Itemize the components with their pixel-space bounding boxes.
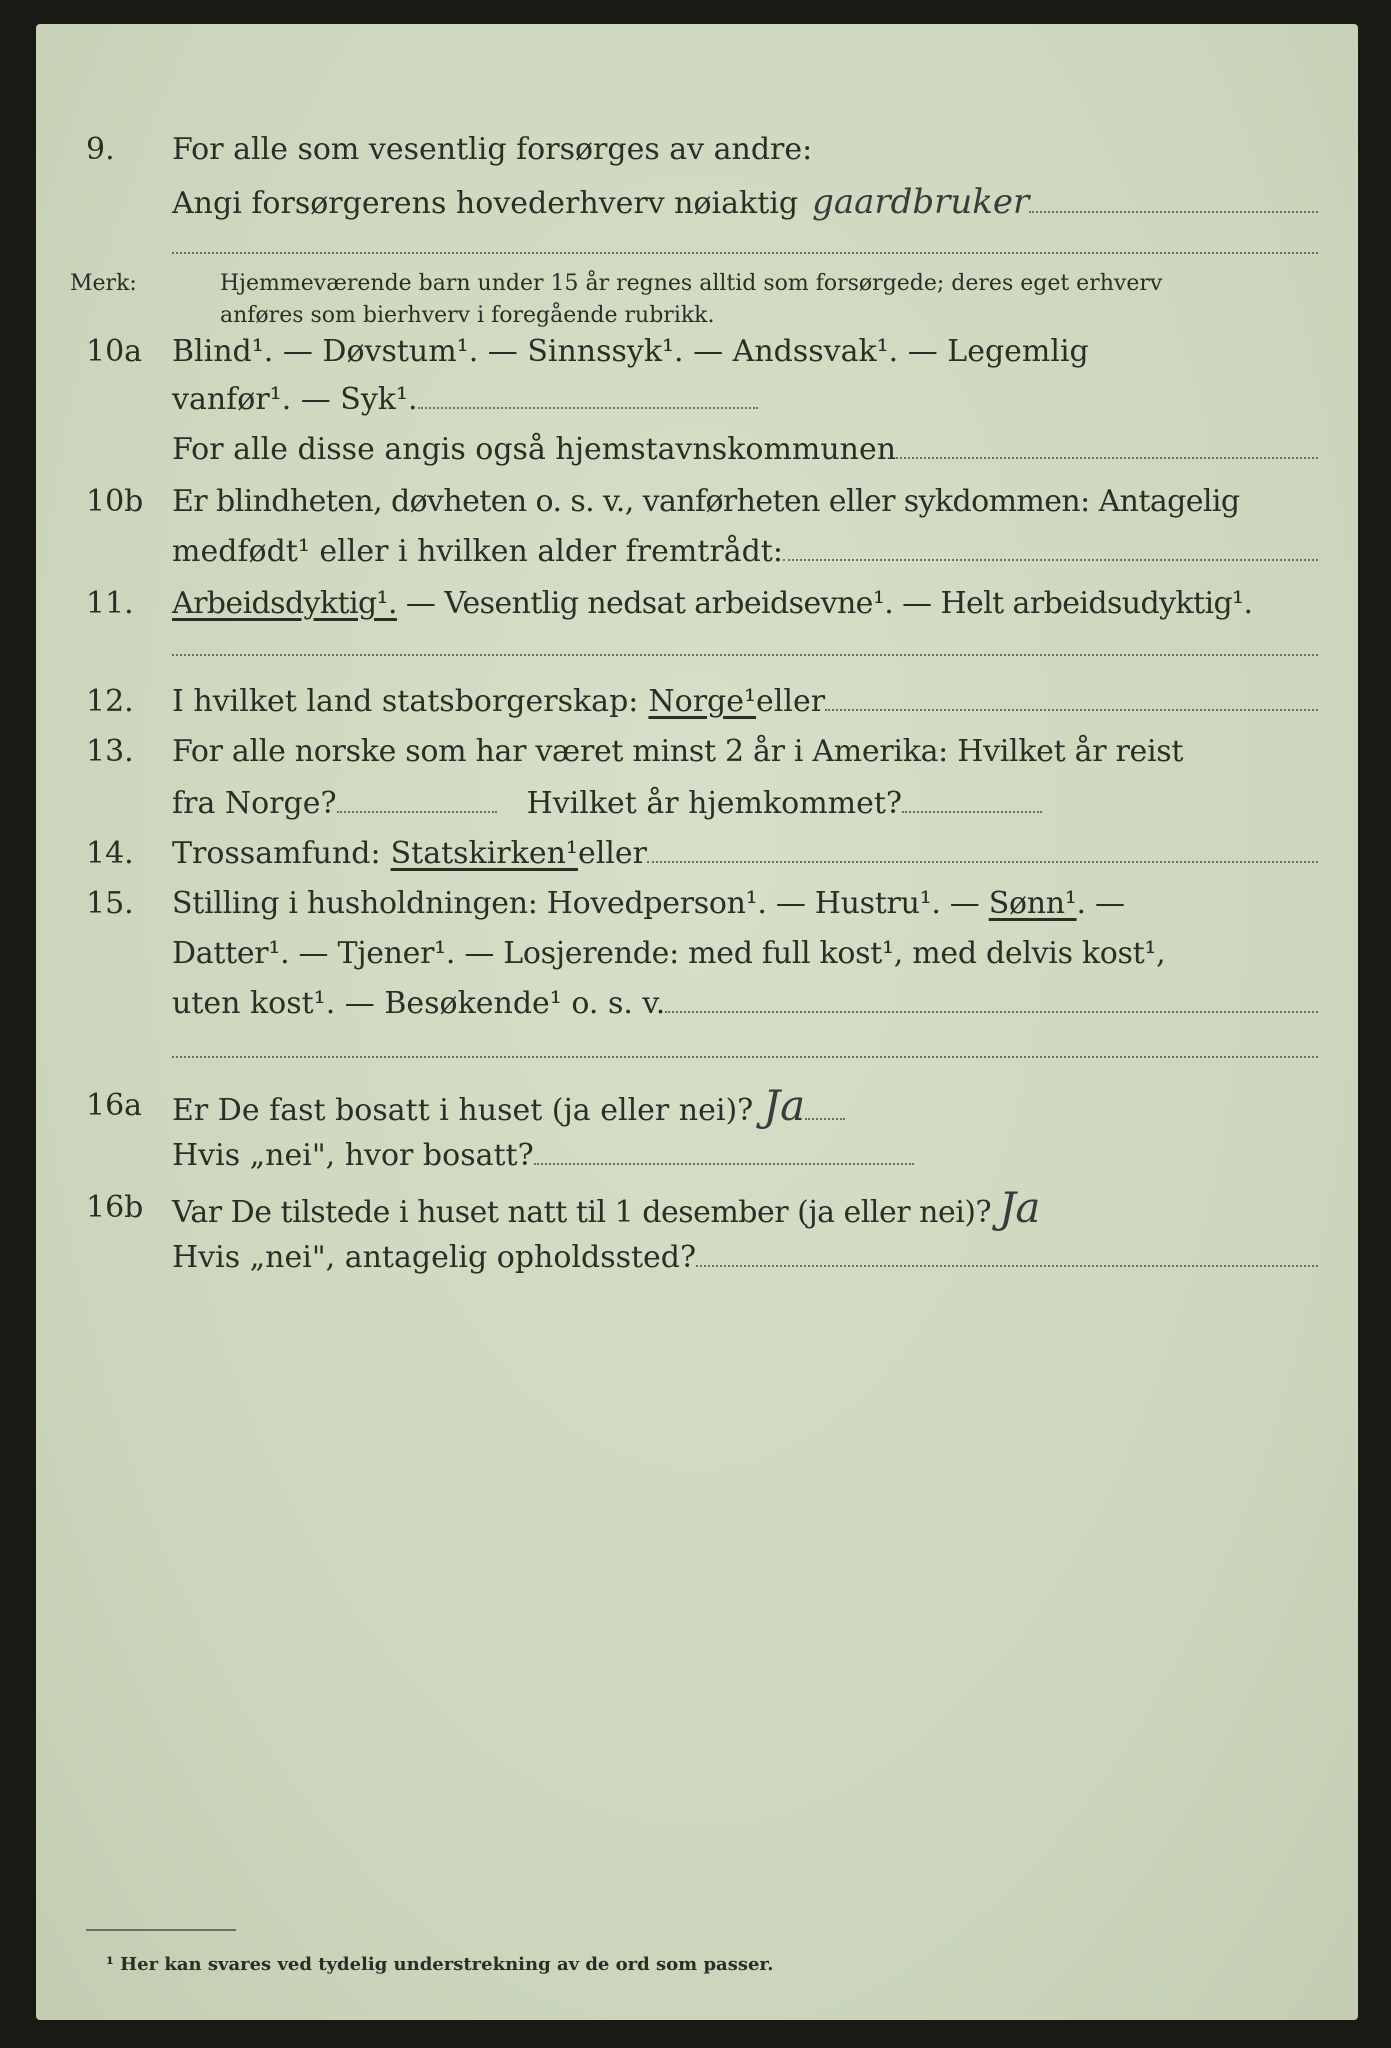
q16b-text1: Var De tilstede i huset natt til 1 desember (ja eller nei)? — [172, 1195, 992, 1230]
q12-number: 12. — [86, 684, 134, 719]
census-form-page — [36, 24, 1358, 2020]
q15-underlined: Sønn¹ — [988, 886, 1077, 921]
q15-number: 15. — [86, 886, 134, 921]
q16b-text2: Hvis „nei", antagelig opholdssted? — [172, 1240, 697, 1275]
q9-prompt: Angi forsørgerens hovederhverv nøiaktig — [172, 186, 799, 221]
q16b-opholdssted-line — [696, 1241, 1318, 1267]
q15-answer-line — [665, 987, 1318, 1013]
q11-extra-line — [172, 654, 1318, 656]
q15-text2: Datter¹. — Tjener¹. — Losjerende: med full kost¹, med delvis kost¹, — [172, 936, 1166, 971]
q15-text1a: Stilling i husholdningen: Hovedperson¹. — Hustru¹. — — [172, 886, 989, 921]
q10a-text2: vanfør¹. — Syk¹. — [172, 382, 418, 417]
q9-extra-line — [172, 252, 1318, 254]
q13-reist-line — [337, 787, 497, 813]
q16a-answer-line — [805, 1094, 845, 1120]
merk-text1: Hjemmeværende barn under 15 år regnes alltid som forsørgede; deres eget erhverv — [220, 271, 1163, 296]
merk-text2: anføres som bierhverv i foregående rubrikk. — [220, 303, 715, 328]
q12-underlined: Norge¹ — [648, 684, 757, 719]
q11-underlined: Arbeidsdyktig¹. — [172, 586, 397, 621]
footnote: ¹ Her kan svares ved tydelig understrekning av de ord som passer. — [106, 1954, 774, 1975]
q9-number: 9. — [86, 132, 115, 167]
q13-hjem-line — [902, 787, 1042, 813]
q14-underlined: Statskirken¹ — [390, 836, 578, 871]
q9-answer: gaardbruker — [812, 182, 1030, 222]
q14-pre: Trossamfund: — [172, 836, 381, 871]
q14-answer-line — [647, 837, 1318, 863]
q11-number: 11. — [86, 586, 134, 621]
q14-post: eller — [577, 836, 647, 871]
q10b-answer-line — [783, 535, 1318, 561]
q9-text: For alle som vesentlig forsørges av andre: — [172, 132, 813, 167]
q10a-text1: Blind¹. — Døvstum¹. — Sinnssyk¹. — Andssvak¹. — Legemlig — [172, 334, 1089, 369]
q13-text2a: fra Norge? — [172, 786, 337, 821]
q13-text2b: Hvilket år hjemkommet? — [526, 786, 903, 821]
q16a-text1: Er De fast bosatt i huset (ja eller nei)? — [172, 1093, 754, 1128]
q10a-kommune-line — [896, 433, 1318, 459]
q15-text1b: . — — [1076, 886, 1125, 921]
q16a-number: 16a — [86, 1088, 143, 1123]
q14-number: 14. — [86, 836, 134, 871]
q16a-answer: Ja — [763, 1081, 806, 1130]
footnote-rule — [86, 1929, 236, 1931]
q16b-answer: Ja — [999, 1183, 1040, 1232]
q16a-bosatt-line — [534, 1139, 914, 1165]
q16b-number: 16b — [86, 1190, 144, 1225]
q9-answer-line — [1029, 187, 1318, 213]
q10a-text3: For alle disse angis også hjemstavnskommunen — [172, 432, 897, 467]
q12-answer-line — [825, 685, 1318, 711]
q13-number: 13. — [86, 734, 134, 769]
q10b-text2: medfødt¹ eller i hvilken alder fremtrådt: — [172, 534, 783, 569]
q11-rest: — Vesentlig nedsat arbeidsevne¹. — Helt arbeidsudyktig¹. — [396, 586, 1253, 621]
q15-extra-line — [172, 1056, 1318, 1058]
q10a-number: 10a — [86, 334, 143, 369]
q12-pre: I hvilket land statsborgerskap: — [172, 684, 639, 719]
q12-post: eller — [756, 684, 826, 719]
q10b-text1: Er blindheten, døvheten o. s. v., vanførheten eller sykdommen: Antagelig — [172, 484, 1240, 519]
merk-label: Merk: — [70, 271, 137, 296]
q16a-text2: Hvis „nei", hvor bosatt? — [172, 1138, 534, 1173]
q10a-syk-line — [418, 383, 758, 409]
q13-text1: For alle norske som har været minst 2 år i Amerika: Hvilket år reist — [172, 734, 1184, 769]
q10b-number: 10b — [86, 484, 144, 519]
q15-text3: uten kost¹. — Besøkende¹ o. s. v. — [172, 986, 666, 1021]
